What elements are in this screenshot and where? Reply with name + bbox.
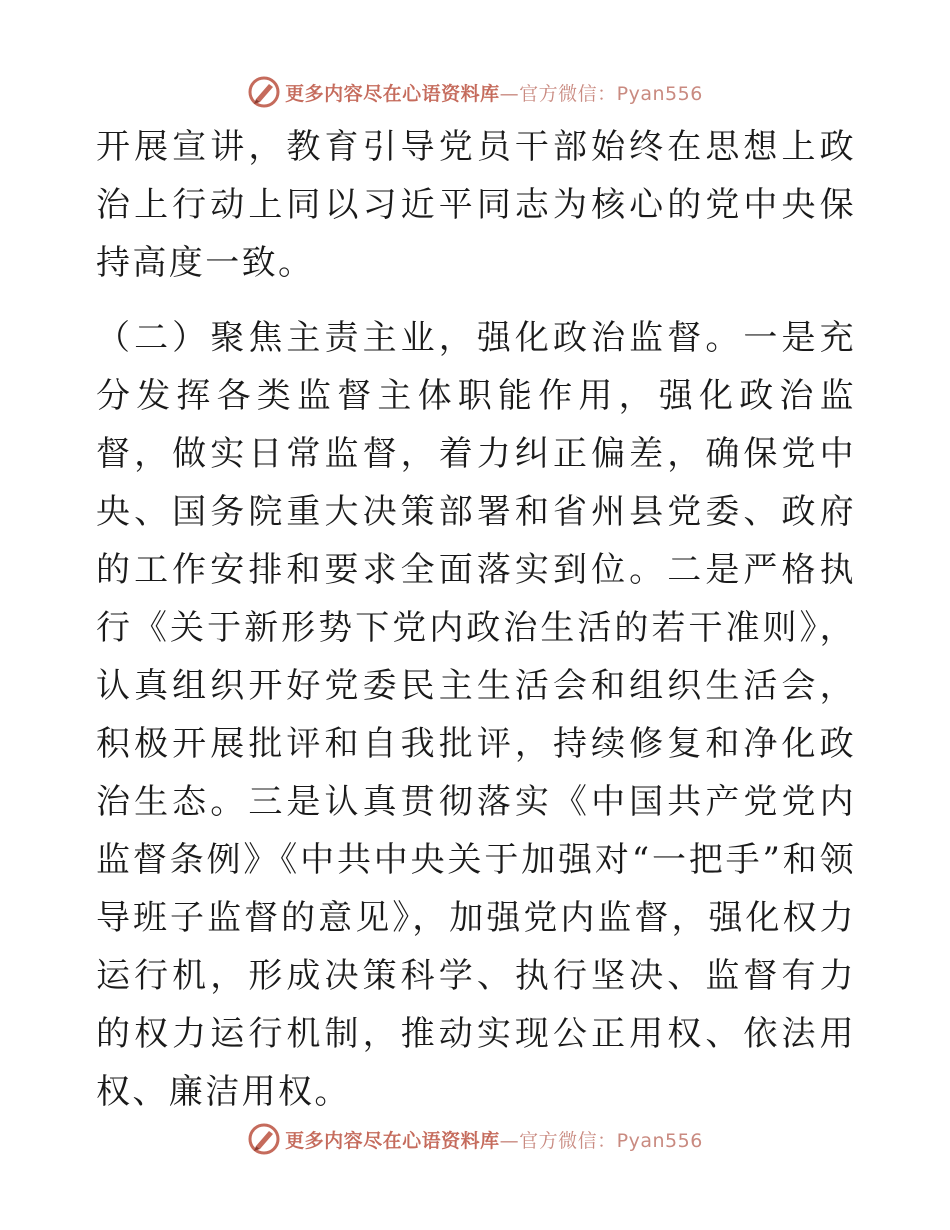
body-paragraph-1: 开展宣讲，教育引导党员干部始终在思想上政治上行动上同以习近平同志为核心的党中央保持高度一致。 (96, 127, 856, 283)
header-wechat-text: 官方微信：Pyan556 (519, 82, 703, 105)
header-banner-text (285, 79, 703, 106)
header-watermark-banner (0, 72, 950, 112)
pen-logo-icon (247, 1122, 281, 1156)
footer-wechat-text: 官方微信：Pyan556 (519, 1129, 703, 1152)
footer-brand-text: 更多内容尽在心语资料库 (285, 1129, 500, 1152)
pen-logo-icon (247, 75, 281, 109)
footer-watermark-banner (0, 1119, 950, 1159)
body-paragraph-2: （二）聚焦主责主业，强化政治监督。一是充分发挥各类监督主体职能作用，强化政治监督，做实日常监督，着力纠正偏差，确保党中央、国务院重大决策部署和省州县党委、政府的工作安排和要求全面落实到位。二是严格执行《关于新形势下党内政治生活的若干准则》，认真组织开好党委民主生活会和组织生活会，积极开展批评和自我批评，持续修复和净化政治生态。三是认真贯彻落实《中国共产党党内监督条例》《中共中央关于加强对“一把手”和领导班子监督的意见》，加强党内监督，强化权力运行机，形成决策科学、执行坚决、监督有力的权力运行机制，推动实现公正用权、依法用权、廉洁用权。 (96, 318, 856, 1112)
footer-separator: — (499, 1129, 520, 1152)
footer-banner-text (285, 1126, 703, 1153)
header-separator: — (499, 82, 520, 105)
header-brand-text: 更多内容尽在心语资料库 (285, 82, 500, 105)
